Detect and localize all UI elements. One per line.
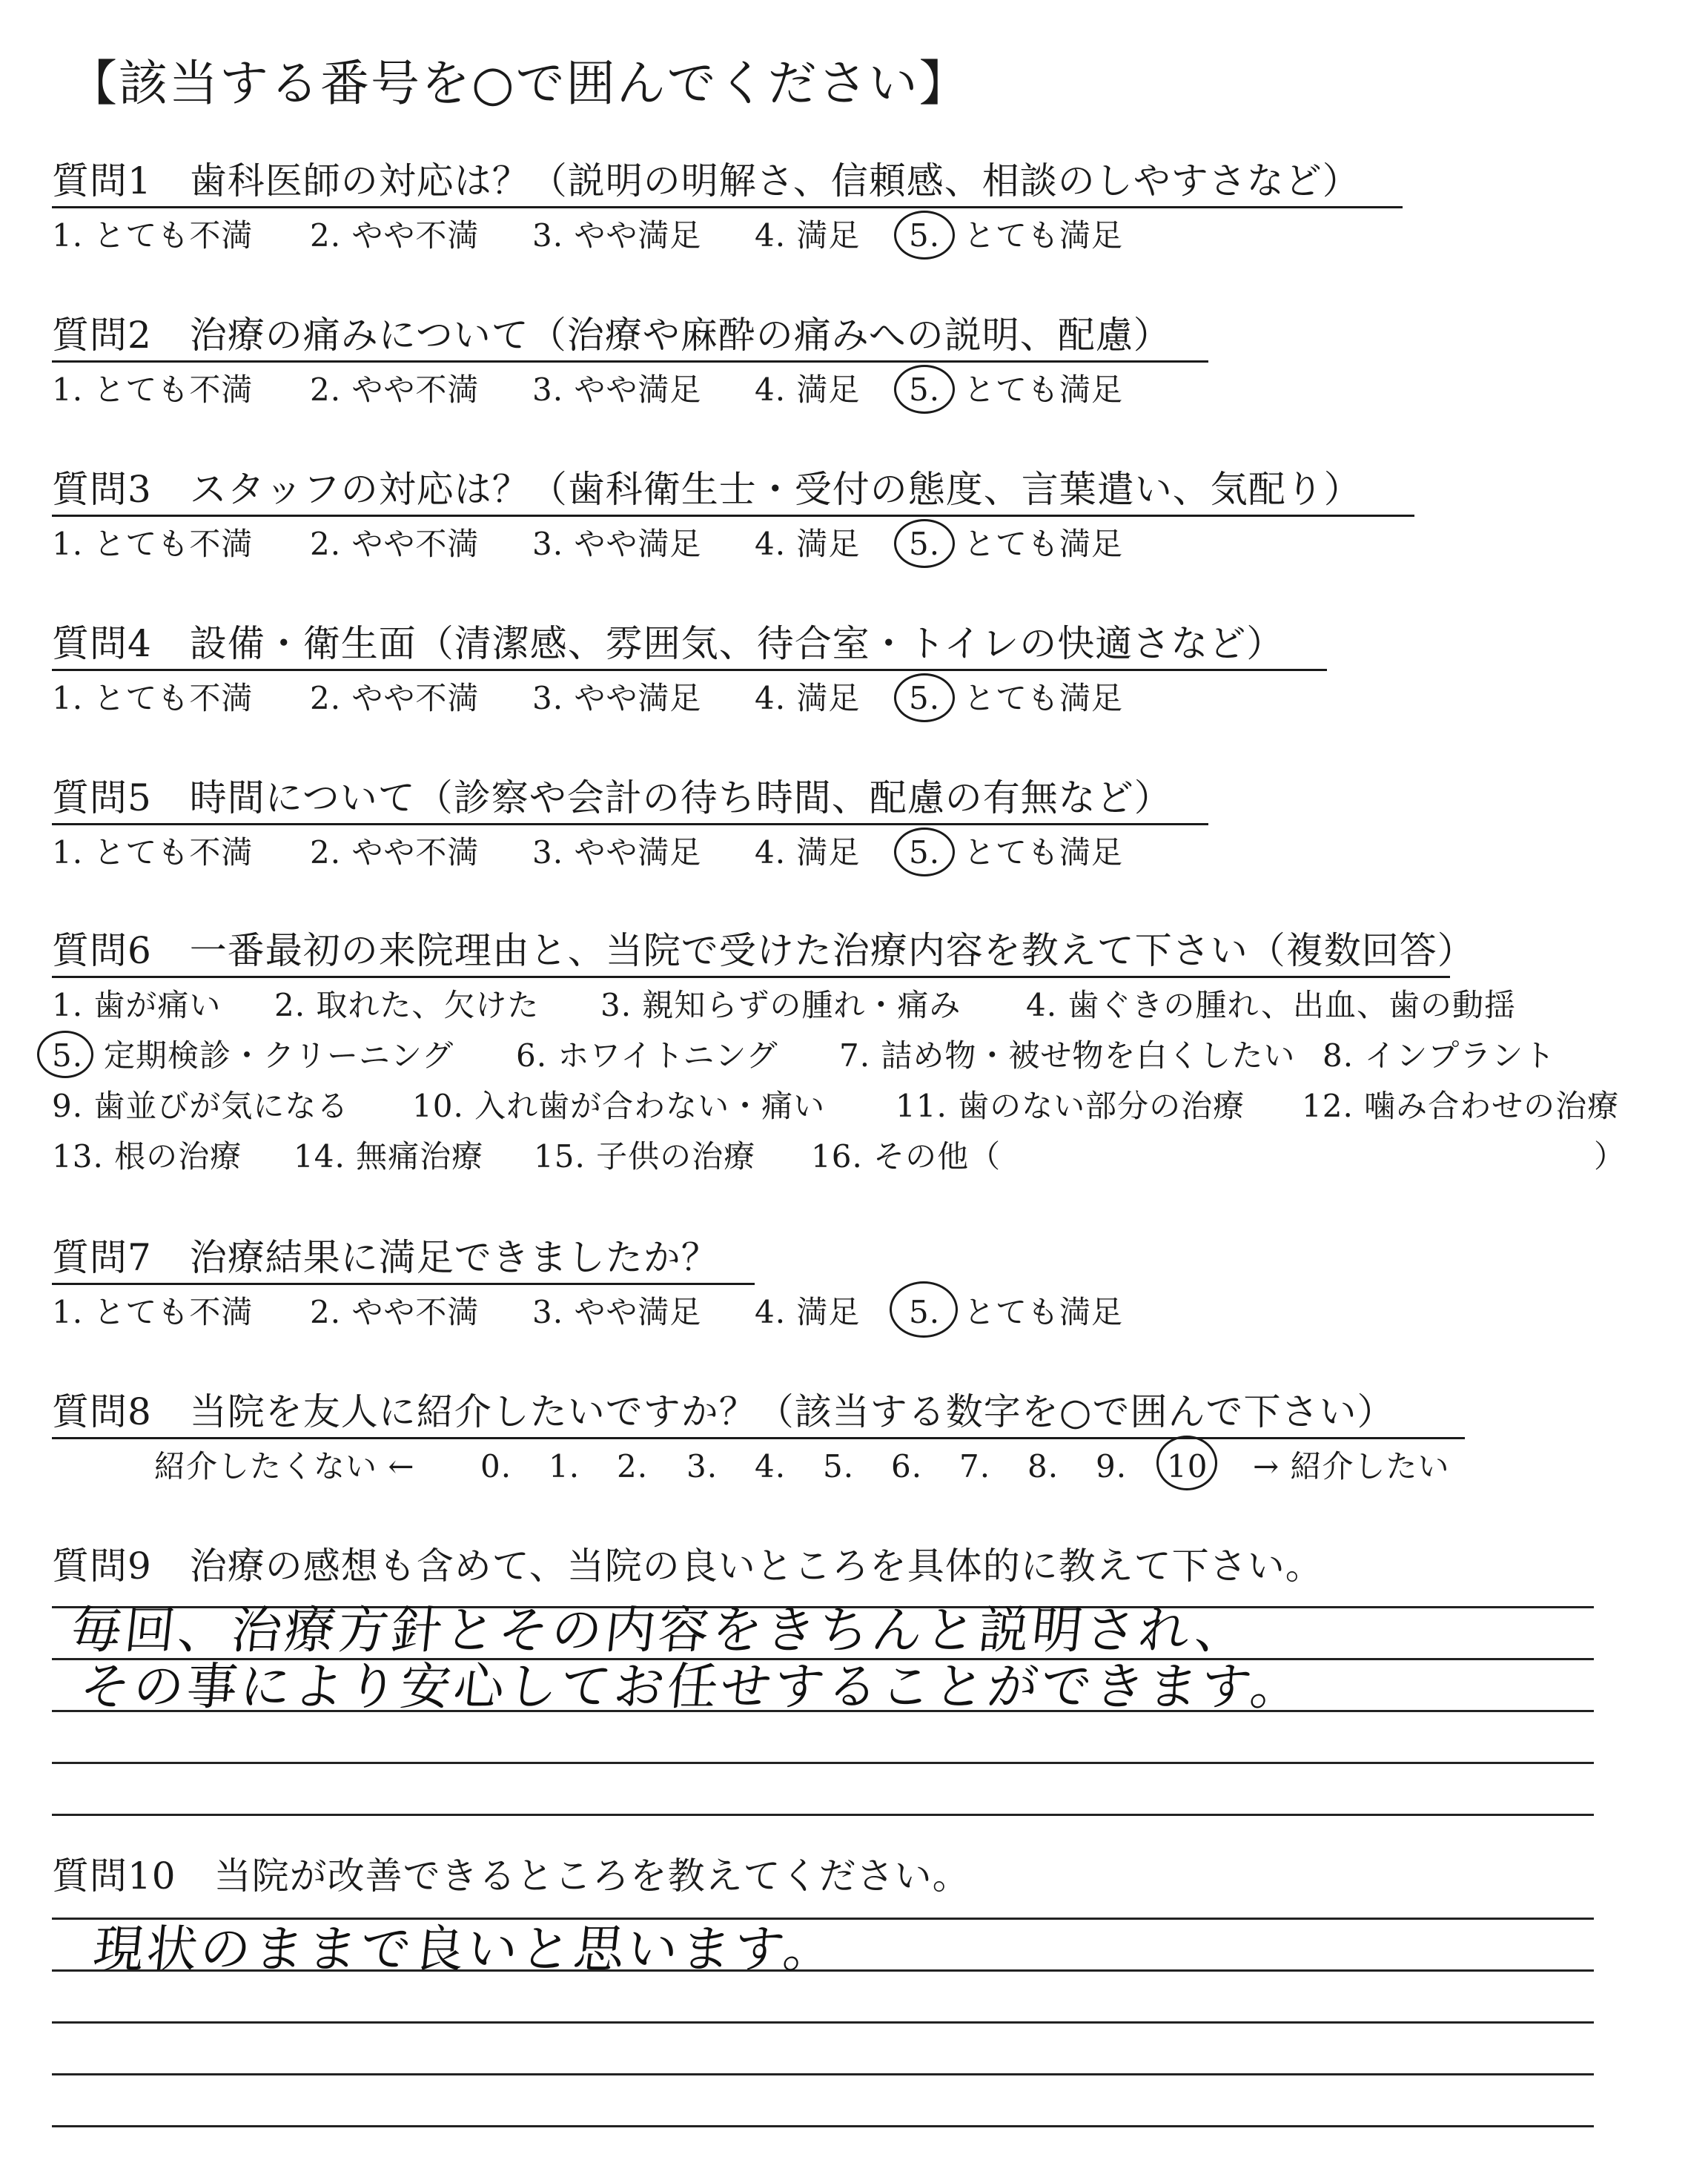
q10-answer-line-4: [52, 2073, 1594, 2075]
q8-option-7[interactable]: 7.: [959, 1448, 991, 1484]
q6-option-3[interactable]: 3. 親知らずの腫れ・痛み: [600, 987, 961, 1023]
q7-option-4[interactable]: 4. 満足: [755, 1294, 861, 1330]
q6-option-14[interactable]: 14. 無痛治療: [294, 1138, 484, 1175]
q4-option-1[interactable]: 1. とても不満: [52, 680, 254, 716]
q10-handwritten-answer: 現状のままで良いと思います。: [90, 1920, 840, 1979]
q8-option-9[interactable]: 9.: [1096, 1448, 1128, 1484]
q4-option-2[interactable]: 2. やや不満: [310, 680, 480, 716]
q8-option-2[interactable]: 2.: [617, 1448, 649, 1484]
q1-option-1[interactable]: 1. とても不満: [52, 217, 254, 254]
q2-option-5-number[interactable]: 5.: [909, 371, 941, 408]
q6-option-1[interactable]: 1. 歯が痛い: [52, 987, 222, 1023]
q9-handwritten-answer-line-1: 毎回、治療方針とその内容をきちんと説明され、: [67, 1602, 1252, 1660]
q6-option-6[interactable]: 6. ホワイトニング: [516, 1037, 778, 1074]
q8-option-10[interactable]: 10: [1167, 1448, 1208, 1484]
q6-other-close-paren: ）: [1594, 1138, 1626, 1175]
q6-option-4[interactable]: 4. 歯ぐきの腫れ、出血、歯の動揺: [1026, 987, 1516, 1023]
question-8-underline: [52, 1437, 1465, 1439]
q9-handwritten-answer-line-2: その事により安心してお任せすることができます。: [76, 1658, 1307, 1717]
q3-option-4[interactable]: 4. 満足: [755, 526, 861, 562]
q6-option-13[interactable]: 13. 根の治療: [52, 1138, 242, 1175]
q1-option-5-number[interactable]: 5.: [909, 217, 941, 254]
q3-option-2[interactable]: 2. やや不満: [310, 526, 480, 562]
question-9-title: 質問9 治療の感想も含めて、当院の良いところを具体的に教えて下さい。: [52, 1545, 1323, 1588]
q3-option-5-label[interactable]: とても満足: [964, 526, 1124, 562]
q5-option-5-label[interactable]: とても満足: [964, 834, 1124, 871]
q5-selection-circle: [894, 828, 955, 876]
q4-option-3[interactable]: 3. やや満足: [532, 680, 702, 716]
q7-option-2[interactable]: 2. やや不満: [310, 1294, 480, 1330]
q3-selection-circle: [894, 519, 955, 568]
q6-option-2[interactable]: 2. 取れた、欠けた: [274, 987, 540, 1023]
question-4-underline: [52, 669, 1327, 671]
question-7-underline: [52, 1283, 755, 1285]
q6-selection-circle: [37, 1031, 93, 1078]
page-title: 【該当する番号を○で囲んでください】: [68, 55, 970, 112]
q10-answer-line-1: [52, 1918, 1594, 1920]
question-8-title: 質問8 当院を友人に紹介したいですか？（該当する数字を○で囲んで下さい）: [52, 1390, 1395, 1433]
q7-option-5-label[interactable]: とても満足: [964, 1294, 1124, 1330]
q1-selection-circle: [894, 211, 955, 260]
q6-option-16[interactable]: 16. その他（: [811, 1138, 1002, 1175]
q8-option-3[interactable]: 3.: [686, 1448, 718, 1484]
question-5-title: 質問5 時間について（診察や会計の待ち時間、配慮の有無など）: [52, 776, 1172, 819]
q5-option-2[interactable]: 2. やや不満: [310, 834, 480, 871]
q2-option-1[interactable]: 1. とても不満: [52, 371, 254, 408]
q1-option-4[interactable]: 4. 満足: [755, 217, 861, 254]
q7-option-5-number[interactable]: 5.: [909, 1294, 941, 1330]
q8-selection-circle: [1156, 1436, 1217, 1490]
q6-option-5-label[interactable]: 定期検診・クリーニング: [104, 1037, 454, 1074]
q8-left-label: 紹介したくない ←: [154, 1448, 415, 1484]
q4-option-5-number[interactable]: 5.: [909, 680, 941, 716]
q6-option-7[interactable]: 7. 詰め物・被せ物を白くしたい: [839, 1037, 1296, 1074]
q6-option-11[interactable]: 11. 歯のない部分の治療: [896, 1088, 1245, 1124]
question-6-underline: [52, 976, 1450, 978]
question-6-title: 質問6 一番最初の来院理由と、当院で受けた治療内容を教えて下さい（複数回答）: [52, 929, 1475, 972]
q2-option-5-label[interactable]: とても満足: [964, 371, 1124, 408]
question-5-underline: [52, 823, 1208, 825]
q5-option-1[interactable]: 1. とても不満: [52, 834, 254, 871]
q6-option-5-number[interactable]: 5.: [52, 1037, 84, 1074]
q7-selection-circle: [890, 1281, 958, 1338]
q7-option-1[interactable]: 1. とても不満: [52, 1294, 254, 1330]
q9-answer-line-4: [52, 1762, 1594, 1764]
question-2-underline: [52, 360, 1208, 363]
q2-option-2[interactable]: 2. やや不満: [310, 371, 480, 408]
question-10-title: 質問10 当院が改善できるところを教えてください。: [52, 1855, 970, 1898]
q10-answer-line-5: [52, 2125, 1594, 2127]
question-2-title: 質問2 治療の痛みについて（治療や麻酔の痛みへの説明、配慮）: [52, 314, 1171, 357]
question-1-title: 質問1 歯科医師の対応は？（説明の明解さ、信頼感、相談のしやすさなど）: [52, 159, 1360, 202]
q3-option-3[interactable]: 3. やや満足: [532, 526, 702, 562]
question-3-title: 質問3 スタッフの対応は？（歯科衛生士・受付の態度、言葉遣い、気配り）: [52, 468, 1362, 511]
q2-option-4[interactable]: 4. 満足: [755, 371, 861, 408]
q2-option-3[interactable]: 3. やや満足: [532, 371, 702, 408]
question-1-underline: [52, 206, 1403, 208]
q4-selection-circle: [894, 673, 955, 722]
q4-option-4[interactable]: 4. 満足: [755, 680, 861, 716]
q6-option-9[interactable]: 9. 歯並びが気になる: [52, 1088, 349, 1124]
q8-option-6[interactable]: 6.: [891, 1448, 923, 1484]
q10-answer-line-3: [52, 2021, 1594, 2024]
q6-option-10[interactable]: 10. 入れ歯が合わない・痛い: [412, 1088, 826, 1124]
q2-selection-circle: [894, 365, 955, 414]
question-3-underline: [52, 515, 1414, 517]
q1-option-2[interactable]: 2. やや不満: [310, 217, 480, 254]
q8-right-label: → 紹介したい: [1253, 1448, 1450, 1484]
question-7-title: 質問7 治療結果に満足できましたか？: [52, 1236, 719, 1279]
q7-option-3[interactable]: 3. やや満足: [532, 1294, 702, 1330]
q1-option-5-label[interactable]: とても満足: [964, 217, 1124, 254]
q5-option-4[interactable]: 4. 満足: [755, 834, 861, 871]
q9-answer-line-5: [52, 1814, 1594, 1816]
q8-option-0[interactable]: 0.: [480, 1448, 512, 1484]
question-4-title: 質問4 設備・衛生面（清潔感、雰囲気、待合室・トイレの快適さなど）: [52, 622, 1285, 665]
q4-option-5-label[interactable]: とても満足: [964, 680, 1124, 716]
q6-option-12[interactable]: 12. 噛み合わせの治療: [1302, 1088, 1620, 1124]
q1-option-3[interactable]: 3. やや満足: [532, 217, 702, 254]
q8-option-1[interactable]: 1.: [549, 1448, 580, 1484]
q6-option-8[interactable]: 8. インプラント: [1323, 1037, 1556, 1074]
q6-option-15[interactable]: 15. 子供の治療: [534, 1138, 756, 1175]
q3-option-1[interactable]: 1. とても不満: [52, 526, 254, 562]
q8-option-5[interactable]: 5.: [823, 1448, 855, 1484]
q5-option-5-number[interactable]: 5.: [909, 834, 941, 871]
q8-option-8[interactable]: 8.: [1027, 1448, 1059, 1484]
q8-option-4[interactable]: 4.: [755, 1448, 787, 1484]
q3-option-5-number[interactable]: 5.: [909, 526, 941, 562]
q5-option-3[interactable]: 3. やや満足: [532, 834, 702, 871]
